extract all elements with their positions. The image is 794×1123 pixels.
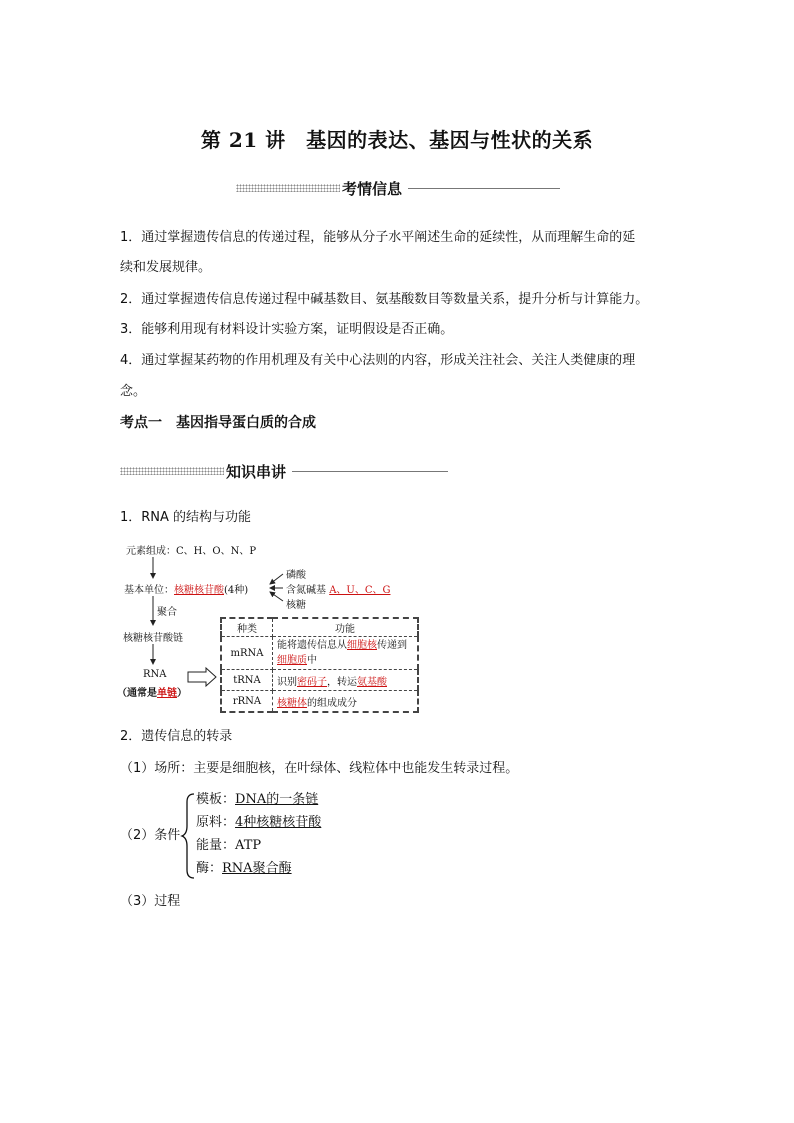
arrow-phosphate	[270, 574, 283, 584]
chain-label: 核糖核苷酸链	[123, 633, 183, 644]
conditions-label: （2）条件	[120, 828, 181, 843]
condition-energy	[196, 836, 261, 856]
text-highlight: 核糖体	[277, 697, 307, 709]
condition-label: 原料：	[196, 815, 236, 830]
section-label: 知识串讲	[226, 463, 287, 481]
rna-function-table	[220, 617, 419, 713]
row-type: tRNA	[221, 670, 273, 691]
unit-prefix: 基本单位：	[124, 585, 174, 596]
table-header-row	[221, 618, 418, 637]
header-function: 功能	[273, 618, 419, 637]
text: 能将遗传信息从	[277, 640, 347, 651]
section-label: 考情信息	[342, 180, 403, 198]
elements-label: 元素组成：C、H、O、N、P	[126, 546, 257, 557]
rna-label: RNA	[143, 669, 167, 680]
topic-heading: 考点一 基因指导蛋白质的合成	[120, 415, 316, 431]
text: ，转运	[327, 676, 357, 688]
process-heading: （3）过程	[120, 894, 181, 909]
goal-1-line-2: 续和发展规律。	[120, 260, 212, 275]
row-function	[273, 670, 419, 691]
unit-label	[124, 581, 248, 596]
text: 的组成成分	[307, 697, 357, 709]
note-suffix: ）	[177, 688, 187, 699]
text-highlight: 氨基酸	[357, 676, 387, 688]
row-function	[273, 691, 419, 713]
condition-material	[196, 813, 321, 833]
arrow-ribose	[270, 592, 283, 601]
row-type: rRNA	[221, 691, 273, 713]
polymerize-label: 聚合	[157, 607, 177, 618]
condition-template	[196, 790, 318, 810]
table-row	[221, 637, 418, 670]
text-highlight: 密码子	[297, 676, 327, 688]
rna-heading: 1．RNA 的结构与功能	[120, 510, 252, 525]
condition-label: 能量：	[196, 838, 236, 853]
note-value: 单链	[157, 688, 177, 699]
table-row	[221, 691, 418, 713]
brace-icon	[180, 792, 196, 880]
goal-4-line-2: 念。	[120, 384, 147, 399]
arrow-right-block	[188, 668, 216, 686]
row-type: mRNA	[221, 637, 273, 670]
unit-suffix: (4种)	[224, 585, 249, 596]
goal-4-line-1: 4．通过掌握某药物的作用机理及有关中心法则的内容，形成关注社会、关注人类健康的理	[120, 353, 636, 368]
text: 识别	[277, 676, 297, 688]
condition-value: DNA的一条链	[235, 792, 319, 807]
goal-3: 3．能够利用现有材料设计实验方案，证明假设是否正确。	[120, 322, 454, 337]
condition-enzyme	[196, 859, 292, 879]
phosphate-label: 磷酸	[286, 570, 306, 581]
text-highlight: 细胞核	[347, 640, 377, 651]
rna-note	[117, 684, 187, 699]
goal-2: 2．通过掌握遗传信息传递过程中碱基数目、氨基酸数目等数量关系，提升分析与计算能力。	[120, 292, 649, 307]
text: 中	[307, 655, 317, 666]
site-text: （1）场所：主要是细胞核，在叶绿体、线粒体中也能发生转录过程。	[120, 761, 519, 776]
unit-value: 核糖核苷酸	[174, 585, 224, 596]
table-row	[221, 670, 418, 691]
condition-label: 模板：	[196, 792, 236, 807]
header-type: 种类	[221, 618, 273, 637]
transcription-heading: 2．遗传信息的转录	[120, 729, 233, 744]
condition-value: 4种核糖核苷酸	[235, 815, 322, 830]
text-highlight: 细胞质	[277, 655, 307, 666]
row-function	[273, 637, 419, 670]
condition-value: RNA聚合酶	[222, 861, 292, 876]
base-value: A、U、C、G	[329, 585, 391, 596]
condition-value: ATP	[235, 838, 262, 853]
base-label	[286, 581, 390, 596]
page-title: 第 21 讲 基因的表达、基因与性状的关系	[200, 128, 594, 152]
note-prefix: （通常是	[117, 688, 157, 699]
goal-1-line-1: 1．通过掌握遗传信息的传递过程，能够从分子水平阐述生命的延续性，从而理解生命的延	[120, 230, 636, 245]
base-prefix: 含氮碱基	[286, 585, 326, 596]
text: 传递到	[377, 640, 407, 651]
condition-label: 酶：	[196, 861, 223, 876]
ribose-label: 核糖	[286, 600, 306, 611]
